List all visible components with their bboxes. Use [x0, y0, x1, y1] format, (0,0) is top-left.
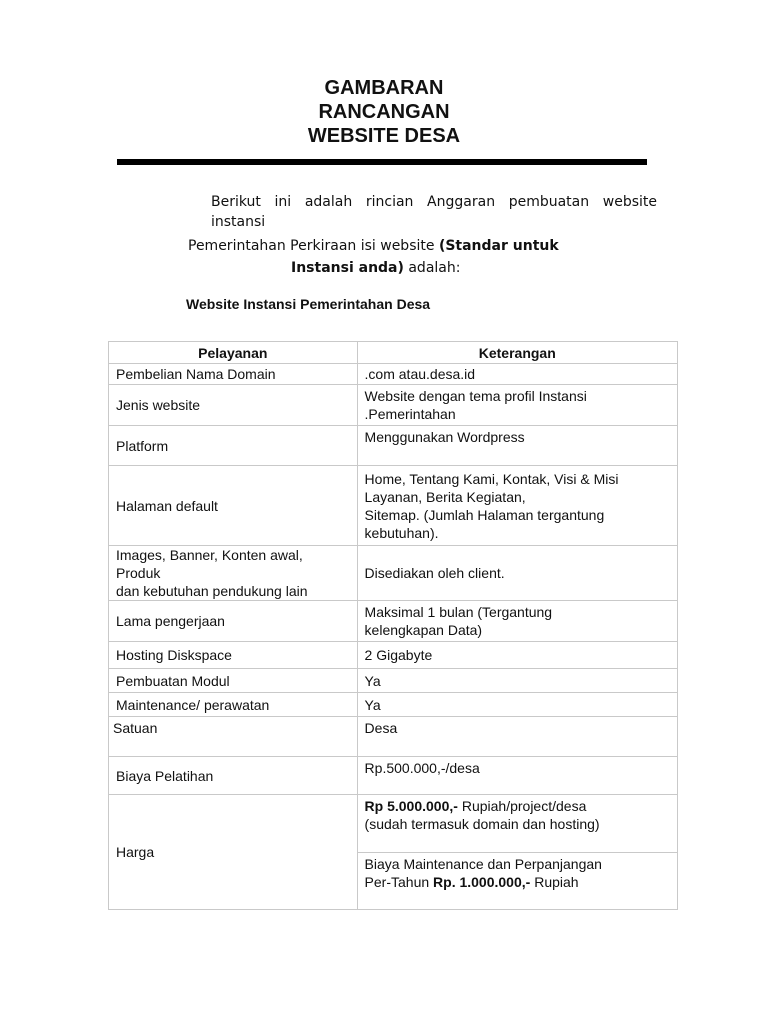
detail-line: kebutuhan). — [364, 524, 439, 541]
detail-cell — [357, 795, 677, 853]
table-row — [109, 466, 678, 546]
header-keterangan: Keterangan — [357, 342, 677, 364]
detail-line: Sitemap. (Jumlah Halaman tergantung — [364, 506, 605, 523]
detail-text: Per-Tahun — [364, 874, 434, 890]
service-line: dan kebutuhan pendukung lain — [116, 583, 308, 599]
detail-cell — [357, 385, 677, 426]
service-cell: Satuan — [109, 717, 358, 757]
detail-cell: Menggunakan Wordpress — [357, 426, 677, 466]
service-cell: Platform — [109, 426, 358, 466]
detail-line: Biaya Maintenance dan Perpanjangan — [364, 856, 602, 872]
table-row — [109, 385, 678, 426]
intro-line-1: Berikut ini adalah rincian Anggaran pembuatan website instansi — [211, 194, 657, 230]
detail-cell: Ya — [357, 693, 677, 717]
price-unit: Rupiah/project/desa — [457, 798, 587, 814]
pricing-table — [108, 341, 678, 910]
detail-cell: Desa — [357, 717, 677, 757]
detail-line: Home, Tentang Kami, Kontak, Visi & Misi — [364, 470, 619, 487]
title-line-2: RANCANGAN — [318, 101, 450, 123]
detail-cell: .com atau.desa.id — [357, 364, 677, 385]
maintenance-amount: Rp. 1.000.000,- — [433, 874, 531, 890]
service-cell: Pembelian Nama Domain — [109, 364, 358, 385]
service-cell: Maintenance/ perawatan — [109, 693, 358, 717]
service-cell — [109, 546, 358, 601]
title-line-3: WEBSITE DESA — [307, 125, 461, 147]
detail-line: Maksimal 1 bulan (Tergantung — [364, 604, 553, 620]
section-subheading: Website Instansi Pemerintahan Desa — [186, 296, 431, 312]
service-cell: Halaman default — [109, 466, 358, 546]
intro-line-2-bold: (Standar untuk — [438, 238, 559, 254]
service-cell: Jenis website — [109, 385, 358, 426]
price-amount: Rp 5.000.000,- — [364, 798, 458, 814]
table-row — [109, 717, 678, 757]
table-row — [109, 546, 678, 601]
detail-line: (sudah termasuk domain dan hosting) — [364, 816, 600, 832]
detail-cell — [357, 853, 677, 910]
detail-cell: Rp.500.000,-/desa — [357, 757, 677, 795]
detail-line: kelengkapan Data) — [364, 622, 483, 638]
title-line-1: GAMBARAN — [324, 77, 444, 99]
detail-cell: 2 Gigabyte — [357, 642, 677, 669]
service-cell: Pembuatan Modul — [109, 669, 358, 693]
title-divider — [117, 159, 647, 165]
service-cell: Hosting Diskspace — [109, 642, 358, 669]
table-row — [109, 693, 678, 717]
detail-line — [365, 797, 670, 815]
service-cell: Harga — [109, 795, 358, 910]
detail-cell — [357, 601, 677, 642]
detail-cell: Disediakan oleh client. — [357, 546, 677, 601]
table-row — [109, 795, 678, 853]
table-row — [109, 426, 678, 466]
detail-cell: Ya — [357, 669, 677, 693]
table-header-row — [109, 342, 678, 364]
table-row — [109, 642, 678, 669]
intro-line-3-text: adalah: — [403, 260, 461, 276]
document-title — [0, 76, 768, 148]
detail-line: .Pemerintahan — [364, 406, 456, 422]
detail-cell — [357, 466, 677, 546]
table-row — [109, 757, 678, 795]
detail-line: Website dengan tema profil Instansi — [364, 388, 587, 404]
service-cell: Biaya Pelatihan — [109, 757, 358, 795]
service-cell: Lama pengerjaan — [109, 601, 358, 642]
detail-text: Rupiah — [530, 874, 579, 890]
table-row — [109, 669, 678, 693]
header-pelayanan: Pelayanan — [109, 342, 358, 364]
intro-line-3-bold: Instansi anda) — [291, 260, 404, 276]
intro-line-2 — [188, 236, 559, 256]
table-row — [109, 364, 678, 385]
detail-line — [365, 873, 670, 891]
intro-line-2-text: Pemerintahan Perkiraan isi website — [188, 238, 439, 254]
table-row — [109, 601, 678, 642]
detail-line: Layanan, Berita Kegiatan, — [364, 488, 526, 505]
intro-line-3 — [291, 258, 460, 278]
service-line: Images, Banner, Konten awal, Produk — [116, 547, 303, 581]
